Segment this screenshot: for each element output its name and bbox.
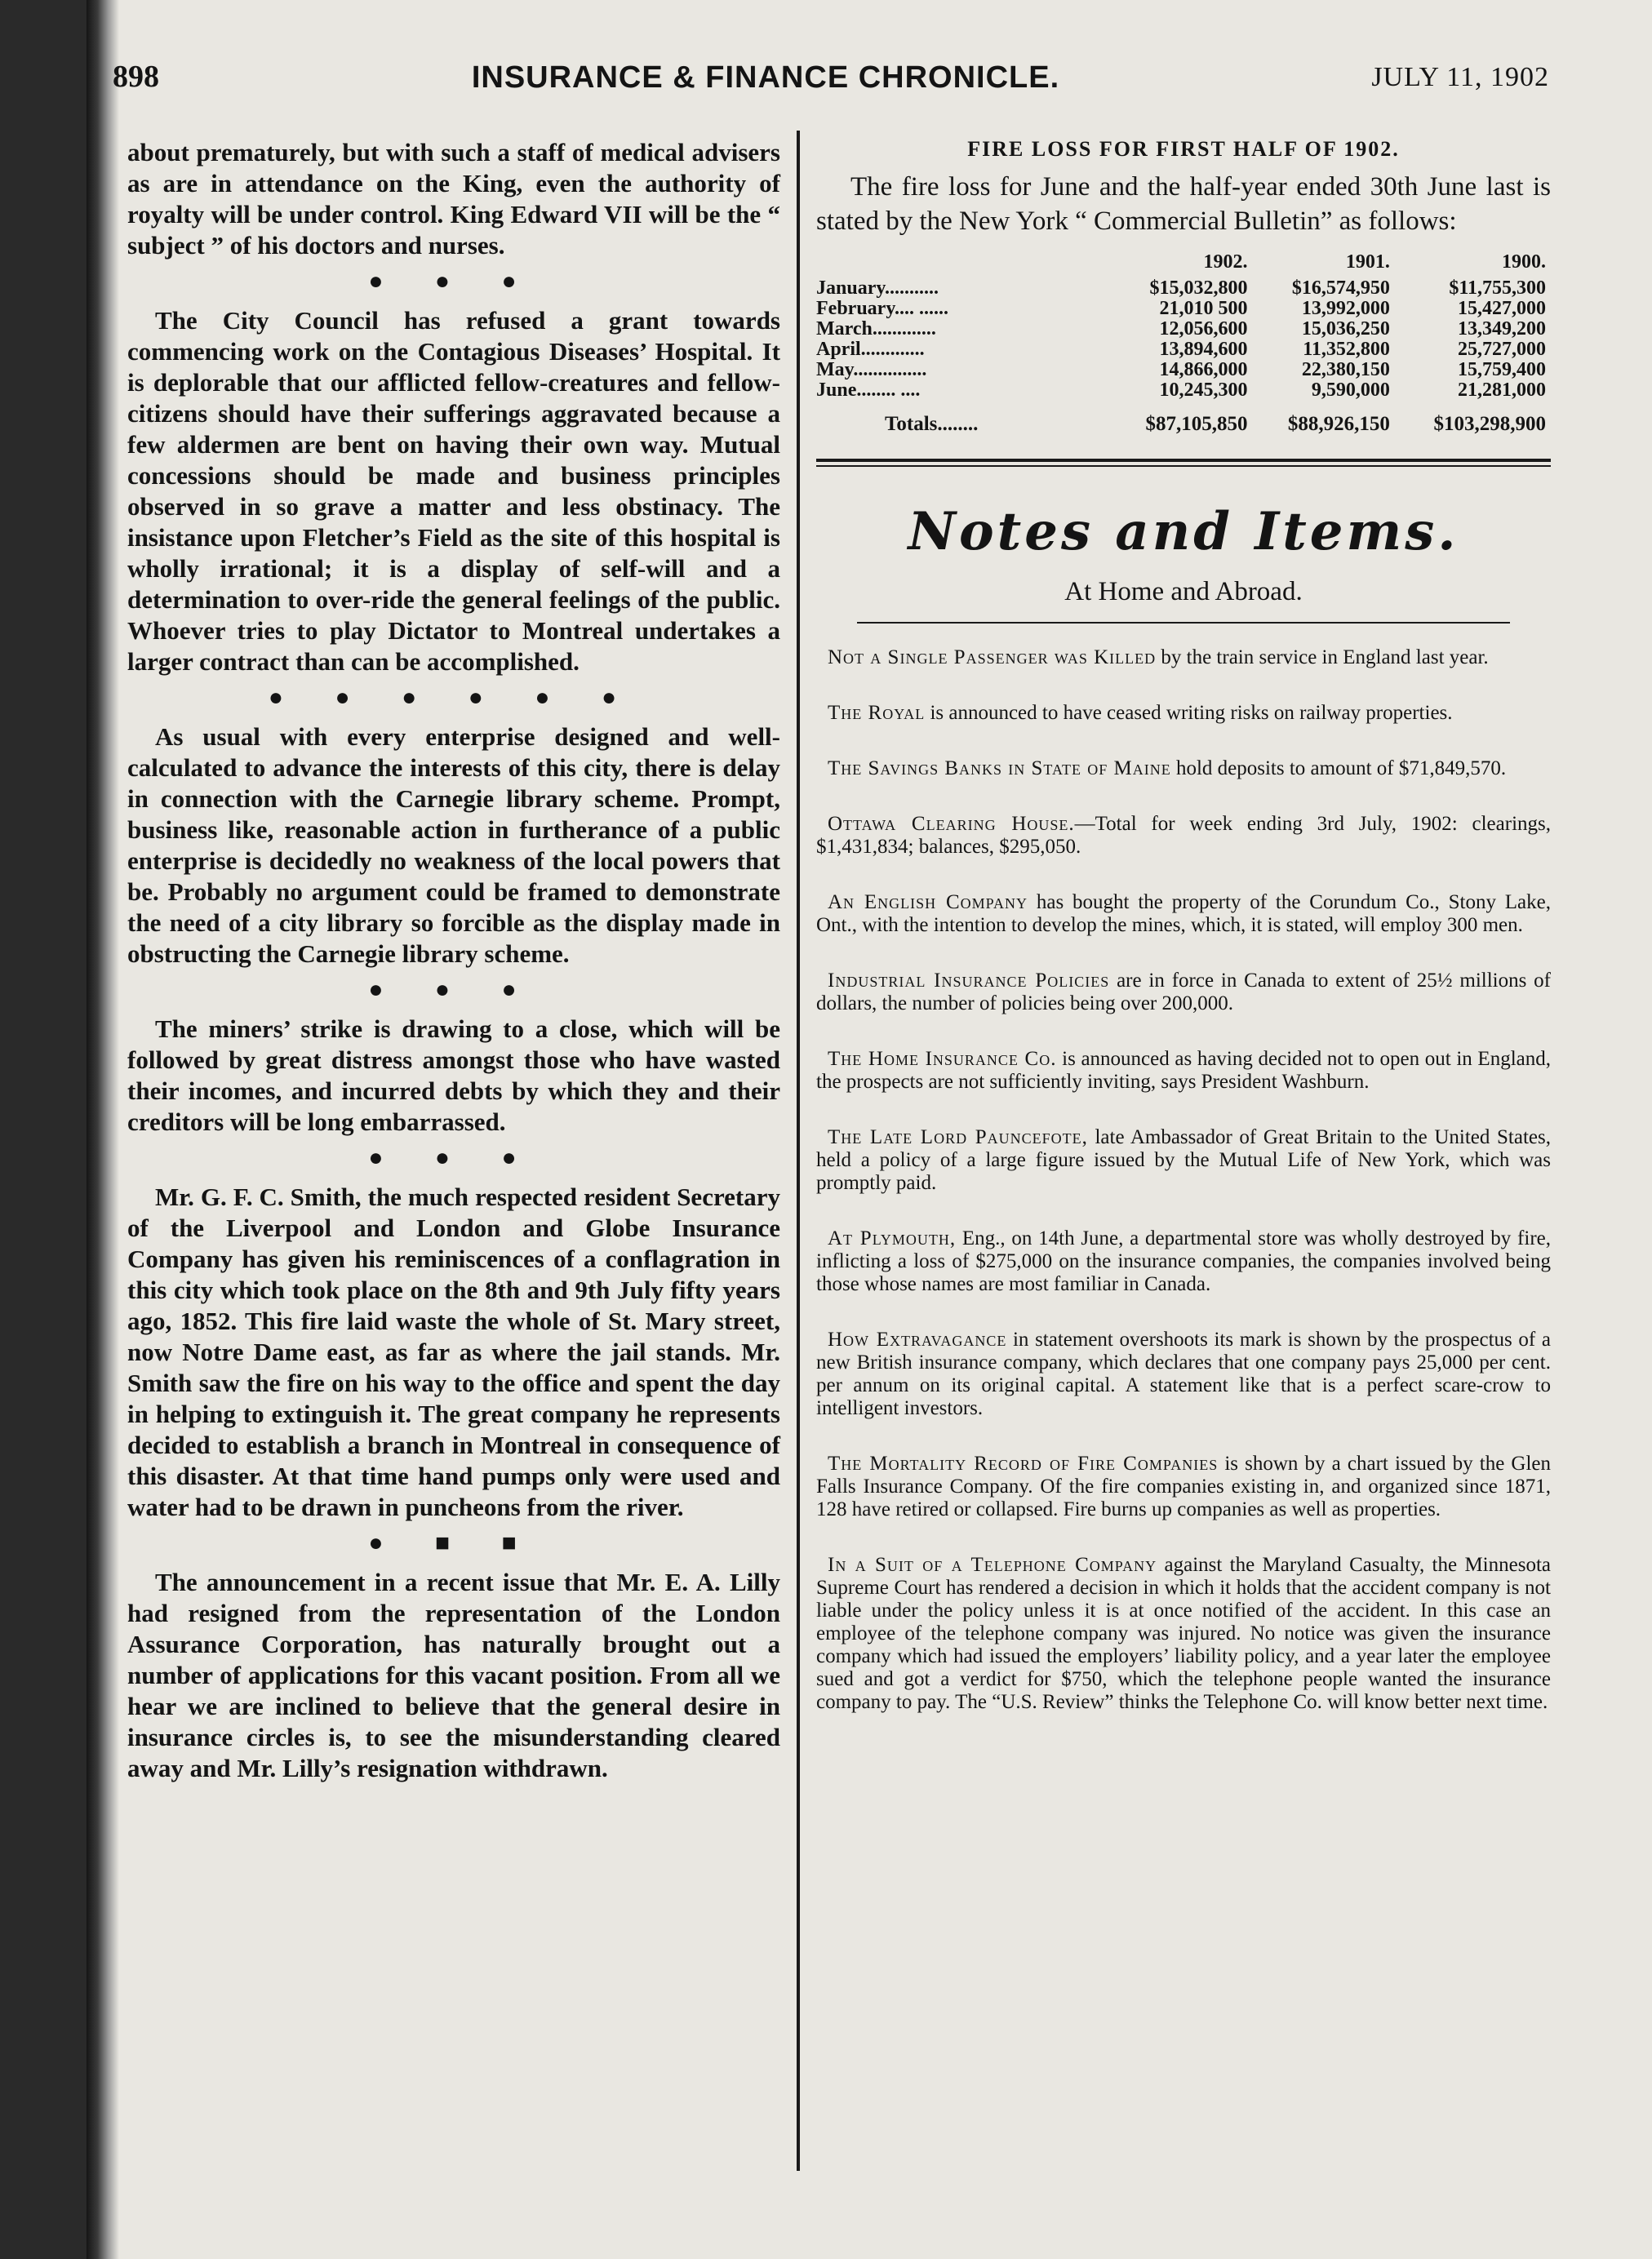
page-number: 898: [113, 60, 159, 94]
month-cell: February.... ......: [816, 298, 948, 319]
news-item: [816, 646, 1551, 669]
item-lead: In a Suit of a Telephone Company: [828, 1554, 1157, 1576]
value-cell: 11,352,800: [1303, 339, 1390, 360]
month-cell: April.............: [816, 339, 925, 360]
table-header-year: 1901.: [1345, 251, 1390, 273]
right-column: [816, 137, 1551, 1746]
value-cell: 25,727,000: [1458, 339, 1546, 360]
item-text: against the Maryland Casualty, the Minnesota Supreme Court has rendered a decision in which it holds that the accident company is not liable under the policy unless it is at once notified of the accident. In this case an employee of the telephone company was injured. No notice was given the insurance company which had issued the employers’ liability policy, and a year later the employee sued and got a verdict for $750, which the telephone people wanted the insurance company to pay. The “U.S. Review” thinks the Telephone Co. will know better next time.: [816, 1554, 1551, 1713]
value-cell: 21,281,000: [1458, 379, 1546, 401]
value-cell: 21,010 500: [1159, 298, 1248, 319]
notes-subtitle: At Home and Abroad.: [1064, 577, 1303, 606]
table-row: [816, 340, 1551, 360]
total-cell: $103,298,900: [1433, 413, 1546, 435]
item-lead: An English Company: [828, 891, 1028, 913]
month-cell: March.............: [816, 318, 936, 340]
news-item: [816, 813, 1551, 859]
item-text: is shown by a chart issued by the Glen Falls Insurance Company. Of the fire companies existing in, and organized since 1871, 128 have retired or collapsed. Fire burns up companies as well as properties.: [816, 1453, 1552, 1520]
item-lead: The Home Insurance Co.: [828, 1048, 1057, 1070]
news-item: [816, 1126, 1551, 1195]
total-cell: $88,926,150: [1287, 413, 1390, 435]
totals-row: [816, 401, 1551, 434]
item-text: has bought the property of the Corundum Co., Stony Lake, Ont., with the intention to develop the mines, which, it is stated, will employ 300 men.: [816, 891, 1552, 936]
column-divider: [797, 131, 800, 2171]
paragraph: Mr. G. F. C. Smith, the much respected resident Secretary of the Liverpool and London and Globe Insurance Company has given his reminiscences of a conflagration in this city which took place on the 8th and 9th July fifty years ago, 1852. This fire laid waste the whole of St. Mary street, now Notre Dame east, as far as where the jail stands. Mr. Smith saw the fire on his way to the office and spent the day in helping to extinguish it. The great company he represents decided to establish a branch in Montreal in consequence of this disaster. At that time hand pumps only were used and water had to be drawn in puncheons from the river.: [127, 1183, 780, 1521]
item-text: Eng., on 14th June, a departmental store was wholly destroyed by fire, inflicting a loss of $275,000 on the insurance companies, the companies involved being those whose names are most familiar in Canada.: [816, 1227, 1551, 1295]
value-cell: $16,574,950: [1291, 277, 1390, 299]
news-item: [816, 1554, 1551, 1714]
table-row: [816, 299, 1551, 319]
table-row: [816, 319, 1551, 340]
value-cell: 12,056,600: [1159, 318, 1248, 340]
news-item: [816, 757, 1551, 780]
value-cell: 13,349,200: [1458, 318, 1546, 340]
news-item: [816, 1453, 1551, 1521]
item-lead: The Savings Banks in State of Maine: [828, 757, 1171, 779]
item-text: in statement overshoots its mark is shown by the prospectus of a new British insurance company, which declares that one company pays 25,000 per cent. per annum on its original capital. A statement like that is a perfect scare-crow to intelligent investors.: [816, 1329, 1552, 1419]
separator-dots: ● ● ● ● ● ●: [268, 684, 640, 711]
item-text: by the train service in England last year.: [1156, 646, 1489, 668]
item-text: is announced as having decided not to open out in England, the prospects are not sufficiently inviting, says President Washburn.: [816, 1048, 1551, 1093]
news-item: [816, 1048, 1551, 1094]
item-text: hold deposits to amount of $71,849,570.: [1170, 757, 1507, 779]
item-lead: The Royal: [828, 702, 926, 724]
month-cell: June........ ....: [816, 379, 921, 401]
fire-loss-title: FIRE LOSS FOR FIRST HALF OF 1902.: [967, 137, 1400, 161]
value-cell: 14,866,000: [1159, 359, 1248, 380]
item-text: late Ambassador of Great Britain to the United States, held a policy of a large figure issued by the Mutual Life of New York, which was promptly paid.: [816, 1126, 1551, 1194]
news-item: [816, 702, 1551, 725]
fire-loss-intro: The fire loss for June and the half-year ended 30th June last is stated by the New York “ Commercial Bulletin” as follows:: [816, 172, 1551, 236]
value-cell: 15,036,250: [1301, 318, 1390, 340]
table-header-year: 1902.: [1203, 251, 1248, 273]
value-cell: 9,590,000: [1311, 379, 1390, 401]
value-cell: 13,894,600: [1159, 339, 1248, 360]
notes-rule: [857, 622, 1510, 624]
item-lead: Not a Single Passenger was Killed: [828, 646, 1157, 668]
left-column: [127, 137, 780, 1784]
paragraph: The announcement in a recent issue that Mr. E. A. Lilly had resigned from the representation of the London Assurance Corporation, has naturally brought out a number of applications for this vacant position. From all we hear we are inclined to believe that the general desire in insurance circles is, to see the misunderstanding cleared away and Mr. Lilly’s resignation withdrawn.: [127, 1568, 780, 1782]
item-text: —Total for week ending 3rd July, 1902: clearings, $1,431,834; balances, $295,050.: [816, 813, 1552, 858]
value-cell: $15,032,800: [1149, 277, 1248, 299]
paragraph: The miners’ strike is drawing to a close, which will be followed by great distress amongst those who have wasted their incomes, and incurred debts by which they and their creditors will be long embarrassed.: [127, 1014, 780, 1136]
news-item: [816, 1227, 1551, 1296]
value-cell: 13,992,000: [1301, 298, 1390, 319]
item-lead: Ottawa Clearing House.: [828, 813, 1075, 835]
separator-dots: ● ● ●: [368, 976, 540, 1003]
item-lead: At Plymouth,: [828, 1227, 957, 1249]
item-text: is announced to have ceased writing risks on railway properties.: [925, 702, 1453, 724]
value-cell: $11,755,300: [1449, 277, 1546, 299]
value-cell: 15,427,000: [1458, 298, 1546, 319]
double-rule: [816, 459, 1551, 467]
table-row: [816, 278, 1551, 299]
table-header-row: [816, 251, 1551, 278]
paragraph: As usual with every enterprise designed and well-calculated to advance the interests of this city, there is delay in connection with the Carnegie library scheme. Prompt, business like, reasonable action in furtherance of a public enterprise is decidedly no weakness of the local powers that be. Probably no argument could be framed to demonstrate the need of a city library so forcible as the display made in obstructing the Carnegie library scheme.: [127, 722, 780, 968]
table-row: [816, 360, 1551, 380]
table-header-year: 1900.: [1502, 251, 1546, 273]
item-lead: Industrial Insurance Policies: [828, 970, 1110, 992]
running-title: INSURANCE & FINANCE CHRONICLE.: [471, 60, 1060, 95]
item-lead: The Late Lord Pauncefote,: [828, 1126, 1088, 1148]
news-item: [816, 970, 1551, 1015]
item-lead: The Mortality Record of Fire Companies: [828, 1453, 1219, 1475]
totals-label: Totals........: [885, 413, 979, 435]
month-cell: January...........: [816, 277, 939, 299]
total-cell: $87,105,850: [1145, 413, 1248, 435]
table-row: [816, 380, 1551, 401]
issue-date: JULY 11, 1902: [1371, 62, 1549, 92]
news-item: [816, 1329, 1551, 1420]
item-text: are in force in Canada to extent of 25½ millions of dollars, the number of policies being over 200,000.: [816, 970, 1552, 1014]
item-lead: How Extravagance: [828, 1329, 1007, 1351]
paragraph: about prematurely, but with such a staff of medical advisers as are in attendance on the King, even the authority of royalty will be under control. King Edward VII will be the “ subject ” of his doctors and nurses.: [127, 138, 780, 260]
value-cell: 10,245,300: [1159, 379, 1248, 401]
notes-title: Notes and Items.: [908, 501, 1459, 562]
table-header-empty: [816, 251, 1110, 278]
value-cell: 15,759,400: [1458, 359, 1546, 380]
separator-dots: ● ● ●: [368, 268, 540, 295]
page-spine-shadow: [87, 0, 119, 2259]
news-item: [816, 891, 1551, 937]
separator-dots: ● ■ ■: [368, 1529, 540, 1556]
value-cell: 22,380,150: [1301, 359, 1390, 380]
page-header: [113, 51, 1549, 108]
fire-loss-table: [816, 251, 1551, 434]
month-cell: May...............: [816, 359, 927, 380]
paragraph: The City Council has refused a grant towards commencing work on the Contagious Diseases’ Hospital. It is deplorable that our afflicted fellow-creatures and fellow-citizens should have their sufferings aggravated because a few aldermen are bent on having their own way. Mutual concessions should be made and business principles observed in so grave a matter and less obstinacy. The insistance upon Fletcher’s Field as the site of this hospital is wholly irrational; it is a display of self-will and a determination to over-ride the general feelings of the public. Whoever tries to play Dictator to Montreal undertakes a larger contract than can be accomplished.: [127, 306, 780, 676]
separator-dots: ● ● ●: [368, 1144, 540, 1171]
